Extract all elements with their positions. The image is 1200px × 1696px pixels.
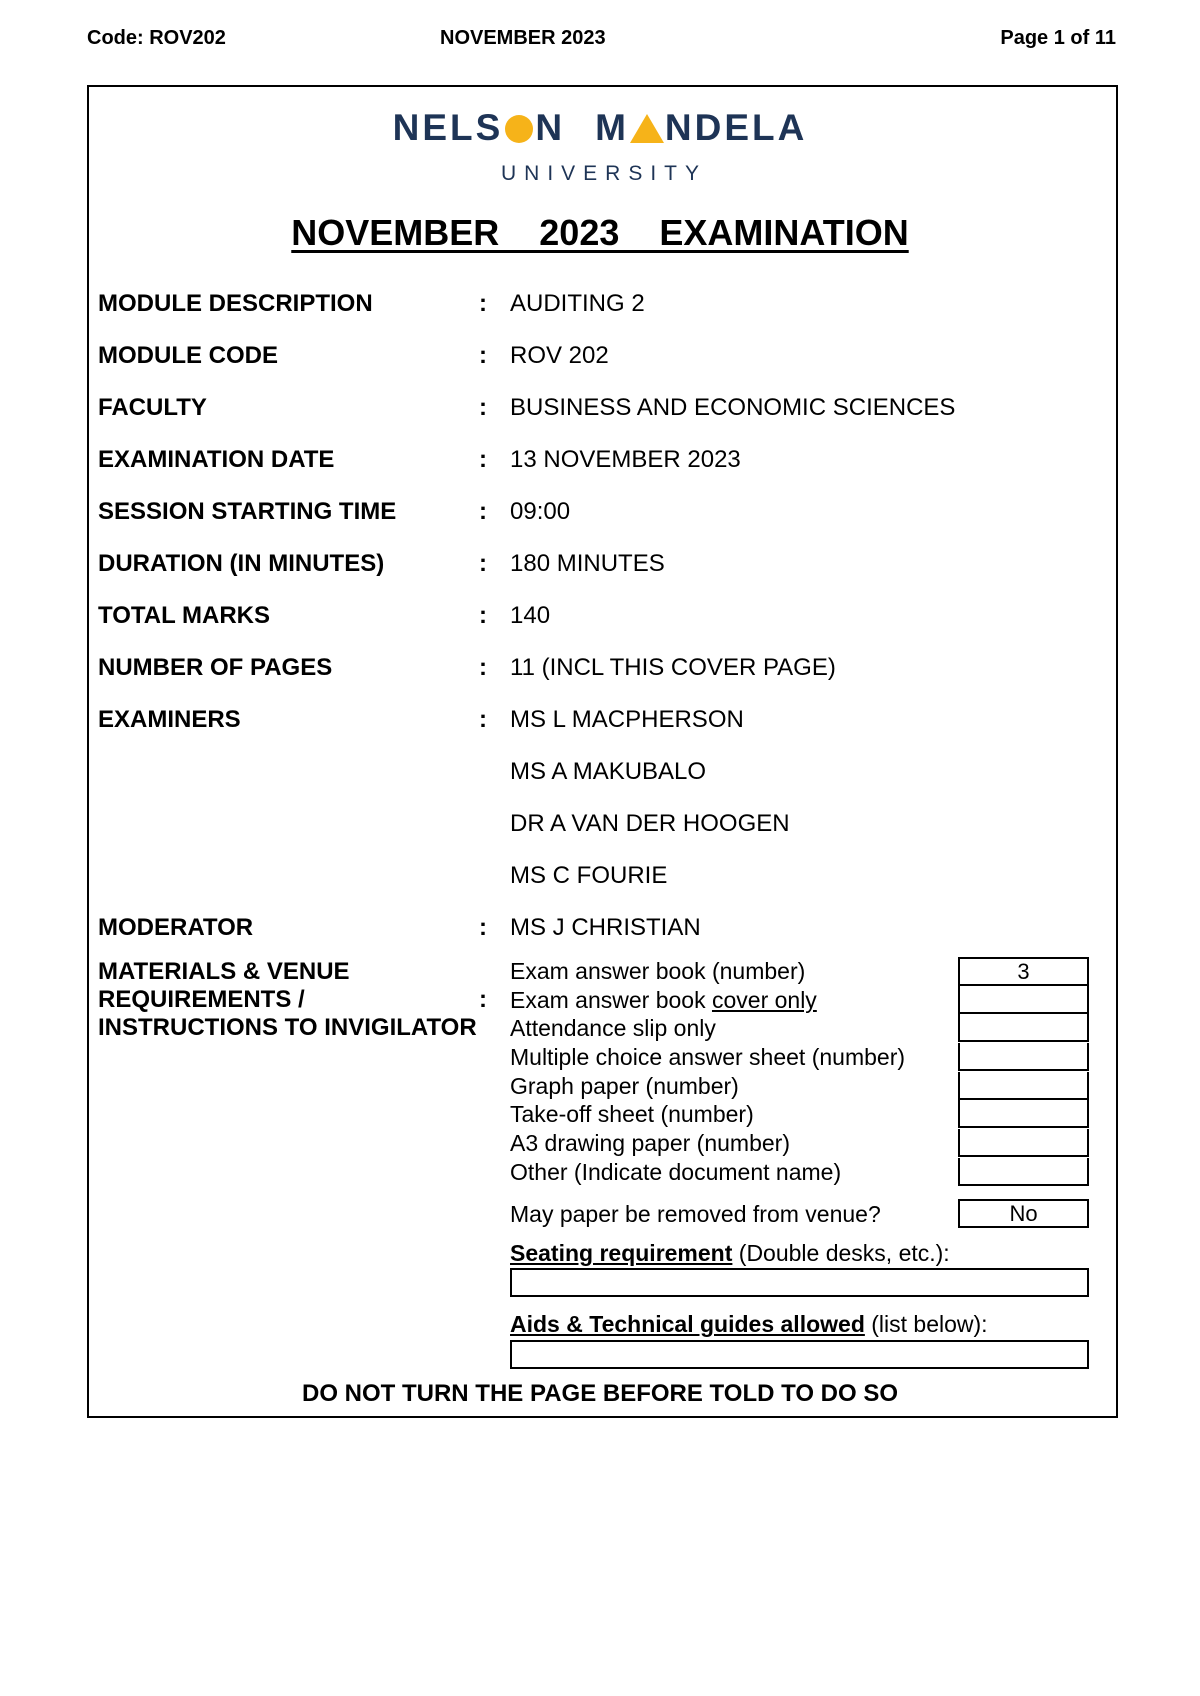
material-item-mcq-sheet: Multiple choice answer sheet (number)	[510, 1044, 906, 1070]
detail-label: EXAMINERS	[98, 706, 241, 733]
detail-value: 180 MINUTES	[510, 550, 665, 577]
logo-triangle-icon	[630, 114, 664, 143]
university-logo	[0, 108, 1200, 186]
material-item-answer-book: Exam answer book (number)	[510, 958, 806, 984]
logo-wordmark	[0, 108, 1200, 148]
detail-value: AUDITING 2	[510, 290, 645, 317]
detail-row-total-marks	[98, 601, 1108, 631]
detail-row-examiners	[98, 705, 1108, 735]
detail-colon: :	[479, 446, 487, 473]
material-item-graph-paper: Graph paper (number)	[510, 1073, 739, 1099]
do-not-turn-notice: DO NOT TURN THE PAGE BEFORE TOLD TO DO SO	[301, 1380, 899, 1407]
detail-colon: :	[479, 342, 487, 369]
detail-label: SESSION STARTING TIME	[98, 498, 397, 525]
exam-title: NOVEMBER 2023 EXAMINATION	[291, 212, 909, 253]
material-box-graph-paper	[958, 1072, 1089, 1100]
detail-label: DURATION (IN MINUTES)	[98, 550, 385, 577]
detail-colon: :	[479, 654, 487, 681]
material-item-a3-paper: A3 drawing paper (number)	[510, 1130, 790, 1156]
detail-value: 09:00	[510, 498, 571, 525]
material-box-other	[958, 1158, 1089, 1186]
detail-colon: :	[479, 550, 487, 577]
detail-row-starting-time	[98, 497, 1108, 527]
detail-label: MODULE DESCRIPTION	[98, 290, 373, 317]
removal-question: May paper be removed from venue?	[510, 1201, 881, 1227]
material-box-answer-book: 3	[958, 957, 1089, 986]
logo-word-nelson: NELS N	[392, 107, 566, 148]
detail-row-moderator	[98, 913, 1108, 943]
examiner-name: DR A VAN DER HOOGEN	[510, 810, 790, 837]
header-month: NOVEMBER 2023	[440, 27, 606, 49]
examiner-name: MS C FOURIE	[510, 862, 668, 889]
detail-row-module-code	[98, 341, 1108, 371]
seating-requirement-box	[510, 1268, 1089, 1297]
material-box-take-off-sheet	[958, 1100, 1089, 1128]
detail-value: MS L MACPHERSON	[510, 706, 744, 733]
header-page-number: Page 1 of 11	[1000, 27, 1116, 49]
detail-value: ROV 202	[510, 342, 609, 369]
detail-colon: :	[479, 914, 487, 941]
material-box-cover-only	[958, 986, 1089, 1014]
detail-label: MODERATOR	[98, 914, 254, 941]
detail-colon: :	[479, 706, 487, 733]
detail-row-examination-date	[98, 445, 1108, 475]
examiner-row	[98, 757, 1108, 787]
aids-allowed-box	[510, 1340, 1089, 1369]
materials-colon: :	[479, 986, 487, 1013]
detail-colon: :	[479, 498, 487, 525]
detail-row-duration	[98, 549, 1108, 579]
examiner-name: MS A MAKUBALO	[510, 758, 707, 785]
detail-value: BUSINESS AND ECONOMIC SCIENCES	[510, 394, 956, 421]
material-box-a3-paper	[958, 1129, 1089, 1157]
seating-requirement-heading: Seating requirement (Double desks, etc.):	[510, 1240, 950, 1266]
material-box-attendance-slip	[958, 1014, 1089, 1042]
material-box-mcq-sheet	[958, 1043, 1089, 1071]
aids-allowed-heading: Aids & Technical guides allowed (list below):	[510, 1311, 988, 1337]
detail-colon: :	[479, 394, 487, 421]
material-item-cover-only: Exam answer book cover only	[510, 987, 817, 1013]
detail-label: FACULTY	[98, 394, 207, 421]
material-item-other: Other (Indicate document name)	[510, 1159, 842, 1185]
logo-subtitle: UNIVERSITY	[500, 162, 708, 185]
detail-colon: :	[479, 602, 487, 629]
detail-label: TOTAL MARKS	[98, 602, 270, 629]
detail-row-faculty	[98, 393, 1108, 423]
detail-label: EXAMINATION DATE	[98, 446, 335, 473]
detail-label: MODULE CODE	[98, 342, 278, 369]
materials-label: MATERIALS & VENUE REQUIREMENTS / INSTRUCTIONS TO INVIGILATOR	[98, 958, 477, 1041]
detail-value: 13 NOVEMBER 2023	[510, 446, 741, 473]
material-item-attendance-slip: Attendance slip only	[510, 1015, 716, 1041]
examiner-row	[98, 809, 1108, 839]
material-item-take-off-sheet: Take-off sheet (number)	[510, 1101, 754, 1127]
logo-word-mandela: M NDELA	[595, 107, 808, 148]
detail-value: MS J CHRISTIAN	[510, 914, 701, 941]
detail-value: 140	[510, 602, 551, 629]
detail-row-number-of-pages	[98, 653, 1108, 683]
removal-answer-box: No	[958, 1199, 1089, 1228]
detail-value: 11 (INCL THIS COVER PAGE)	[510, 654, 836, 681]
detail-label: NUMBER OF PAGES	[98, 654, 333, 681]
detail-colon: :	[479, 290, 487, 317]
logo-sun-dot-icon	[505, 115, 533, 143]
examiner-row	[98, 861, 1108, 891]
header-code: Code: ROV202	[87, 27, 226, 49]
detail-row-module-description	[98, 289, 1108, 319]
